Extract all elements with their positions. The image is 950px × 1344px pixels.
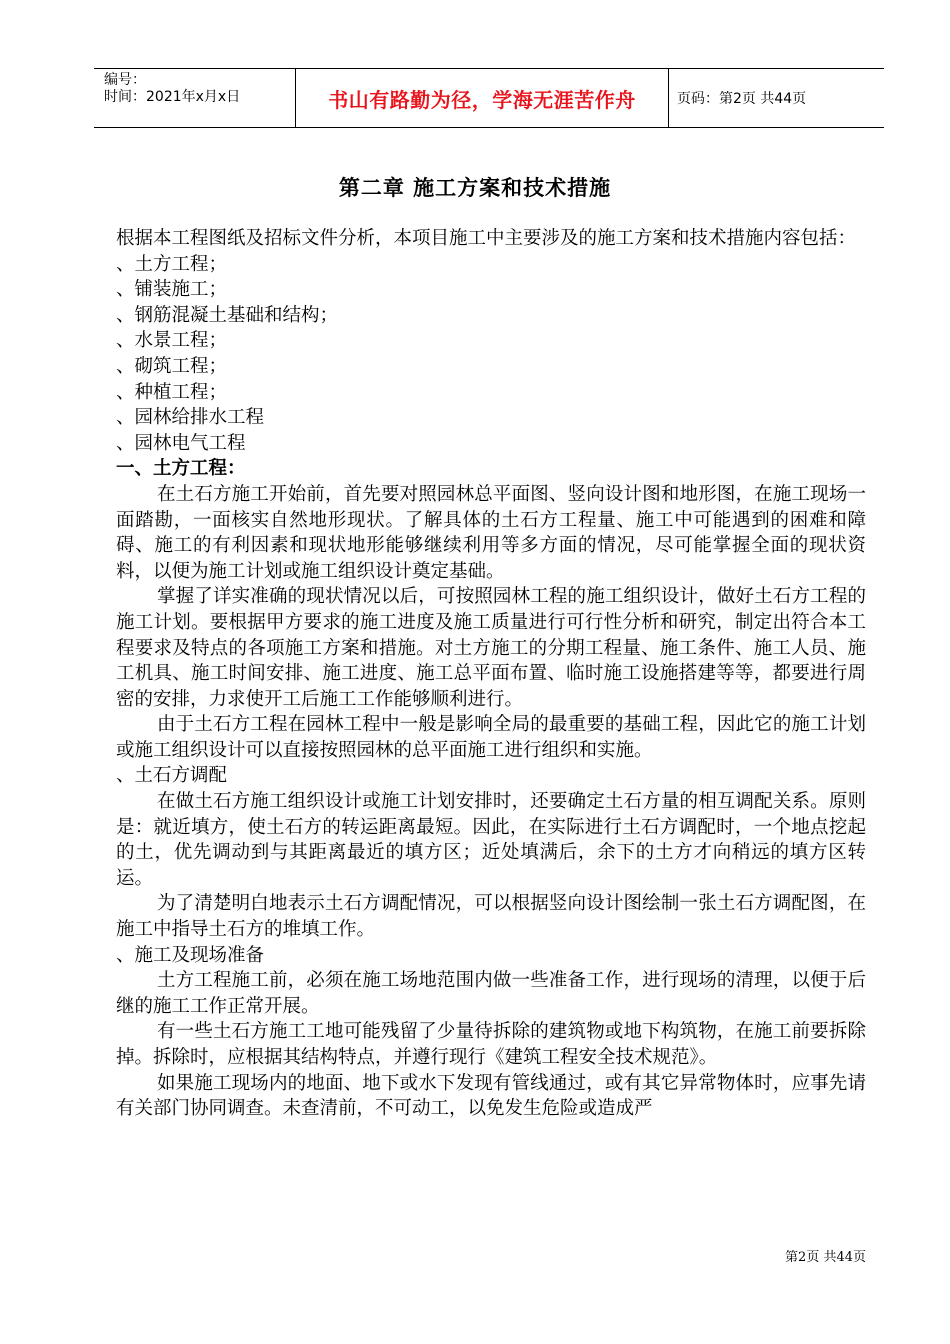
body-paragraph: 在土石方施工开始前，首先要对照园林总平面图、竖向设计图和地形图，在施工现场一面踏勘，一面核实自然地形现状。了解具体的土石方工程量、施工中可能遇到的困难和障碍、施工的有利因素和现状地形能够继续利用等多方面的情况，尽可能掌握全面的现状资料，以便为施工计划或施工组织设计奠定基础。	[116, 483, 866, 582]
header-meta	[94, 69, 296, 127]
intro-paragraph: 根据本工程图纸及招标文件分析，本项目施工中主要涉及的施工方案和技术措施内容包括：	[116, 228, 857, 249]
document-body	[116, 226, 866, 1122]
body-paragraph: 在做土石方施工组织设计或施工计划安排时，还要确定土石方量的相互调配关系。原则是：就近填方，使土石方的转运距离最短。因此，在实际进行土石方调配时，一个地点挖起的土，优先调动到与其距离最近的填方区；近处填满后，余下的土方才向稍远的填方区转运。	[116, 791, 866, 889]
number-label: 编号：	[104, 72, 146, 88]
list-item: 、钢筋混凝土基础和结构；	[116, 304, 339, 326]
body-paragraph: 有一些土石方施工工地可能残留了少量待拆除的建筑物或地下构筑物，在施工前要拆除掉。拆除时，应根据其结构特点，并遵行现行《建筑工程安全技术规范》。	[116, 1021, 866, 1068]
page-footer: 第2页 共44页	[785, 1250, 866, 1265]
body-paragraph: 如果施工现场内的地面、地下或水下发现有管线通过，或有其它异常物体时，应事先请有关部门协同调查。未查清前，不可动工，以免发生危险或造成严	[116, 1072, 866, 1120]
section-heading: 一、土方工程：	[116, 458, 246, 480]
chapter-title: 第二章 施工方案和技术措施	[338, 176, 612, 200]
body-paragraph: 土方工程施工前，必须在施工场地范围内做一些准备工作，进行现场的清理，以便于后继的施工工作正常开展。	[116, 970, 866, 1017]
body-paragraph: 由于土石方工程在园林工程中一般是影响全局的最重要的基础工程，因此它的施工计划或施工组织设计可以直接按照园林的总平面施工进行组织和实施。	[116, 714, 866, 761]
page-indicator: 页码：第2页 共44页	[677, 91, 807, 107]
list-item: 、铺装施工；	[116, 279, 228, 301]
subsection-heading: 、土石方调配	[116, 765, 228, 787]
body-paragraph: 为了清楚明白地表示土石方调配情况，可以根据竖向设计图绘制一张土石方调配图，在施工中指导土石方的堆填工作。	[116, 893, 866, 941]
subsection-heading: 、施工及现场准备	[116, 944, 265, 966]
list-item: 、砌筑工程；	[116, 355, 228, 377]
page-header	[94, 68, 884, 128]
list-item: 、土方工程；	[116, 253, 228, 275]
list-item: 、园林电气工程	[116, 432, 246, 454]
body-paragraph: 掌握了详实准确的现状情况以后，可按照园林工程的施工组织设计，做好土石方工程的施工计划。要根据甲方要求的施工进度及施工质量进行可行性分析和研究，制定出符合本工程要求及特点的各项施工方案和措施。对土方施工的分期工程量、施工条件、施工人员、施工机具、施工时间安排、施工进度、施工总平面布置、临时施工设施搭建等等，都要进行周密的安排，力求使开工后施工工作能够顺利进行。	[116, 586, 866, 710]
list-item: 、种植工程；	[116, 381, 228, 403]
list-item: 、园林给排水工程	[116, 407, 265, 429]
time-label: 时间：2021年x月x日	[104, 89, 241, 105]
list-item: 、水景工程；	[116, 330, 228, 352]
motto: 书山有路勤为径，学海无涯苦作舟	[296, 69, 669, 127]
